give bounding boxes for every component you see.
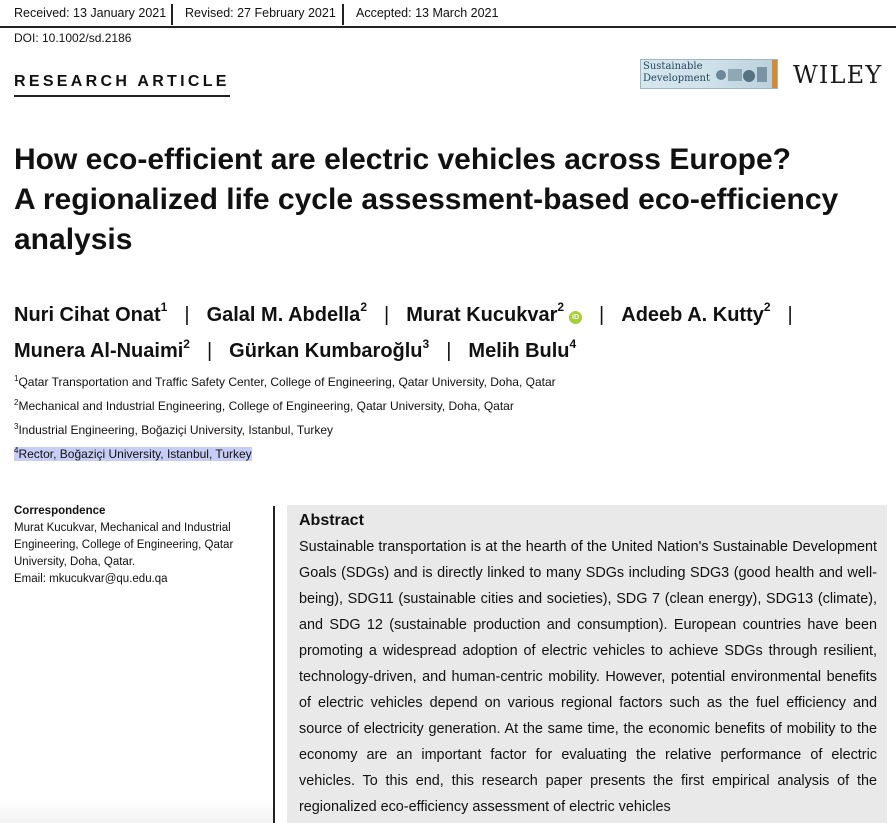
affiliation-highlighted: $^4$Rector, Boğaziçi University, Istanbul, Turkey [14,446,252,461]
publisher-logo[interactable]: WILEY [793,61,883,89]
author-name[interactable]: Nuri Cihat Onat$^1$ [14,300,168,326]
page-fade [0,800,273,823]
revised-date: Revised: 27 February 2021 [185,6,336,20]
abstract-text: Sustainable transportation is at the hearth of the United Nation's Sustainable Development Goals (SDGs) and is directly linked to many SDGs including SDG3 (good health and well-being), SDG11 (sustainable cities and societies), SDG 7 (clean energy), SDG13 (climate), and SDG 12 (sustainable production and consumption). European countries have been promoting a widespread adoption of electric vehicles to achieve SDGs through resilient, technology-driven, and human-centric mobility. However, potential environmental benefits of electric vehicles depend on various regional factors such as the fuel efficiency and source of electricity generation. At the same time, the economic benefits of mobility to the economy are an important factor for evaluating the relative performance of electric vehicles. To this end, this research paper presents the first empirical analysis of the regionalized eco-efficiency assessment of electric vehicles [299,539,877,815]
affiliation: $^1$Qatar Transportation and Traffic Safety Center, College of Engineering, Qatar University, Doha, Qatar [14,374,556,389]
author-name[interactable]: Galal M. Abdella$^2$ [206,300,367,326]
author-name[interactable]: Adeeb A. Kutty$^2$ [621,300,771,326]
journal-cover-art-icon [713,63,769,85]
affiliation: $^3$Industrial Engineering, Boğaziçi University, Istanbul, Turkey [14,422,334,437]
correspondence-line: Engineering, College of Engineering, Qatar [14,539,234,551]
orcid-icon[interactable]: iD [569,311,582,324]
author-separator: | [206,340,213,363]
author-line [14,331,894,368]
article-type: RESEARCH ARTICLE [14,73,230,97]
date-divider [171,4,173,25]
correspondence [14,503,254,588]
abstract-heading: Abstract [299,512,364,529]
author-name[interactable]: Munera Al-Nuaimi$^2$ [14,336,190,363]
title-line: A regionalized life cycle assessment-based eco-efficiency [14,183,839,216]
journal-logo-accent [772,60,777,88]
correspondence-line: Murat Kucukvar, Mechanical and Industrial [14,522,231,534]
author-separator: | [787,303,793,326]
title-line: How eco-efficient are electric vehicles across Europe? [14,143,791,176]
correspondence-heading: Correspondence [14,505,106,517]
correspondence-email[interactable]: Email: mkucukvar@qu.edu.qa [14,573,168,585]
journal-name [643,61,710,85]
journal-name-line2: Development [643,73,710,84]
received-date: Received: 13 January 2021 [14,6,167,20]
author-separator: | [446,340,452,363]
affiliations [14,370,556,466]
correspondence-line: University, Doha, Qatar. [14,556,136,568]
journal-name-line1: Sustainable [643,61,703,72]
author-separator: | [599,303,605,326]
doi[interactable]: DOI: 10.1002/sd.2186 [14,31,132,45]
author-separator: | [384,303,390,326]
author-name[interactable]: Melih Bulu$^4$ [468,336,577,363]
author-name[interactable]: Murat Kucukvar$^2$ [406,300,565,326]
date-divider [342,4,344,25]
author-line [14,294,894,331]
author-separator: | [184,303,190,326]
title-line: analysis [14,223,133,256]
article-title [14,140,884,260]
author-name[interactable]: Gürkan Kumbaroğlu$^3$ [229,336,430,363]
header-dates [0,0,896,28]
accepted-date: Accepted: 13 March 2021 [356,6,499,20]
abstract-box [287,505,887,823]
affiliation: $^2$Mechanical and Industrial Engineering, College of Engineering, Qatar University, Doha, Qatar [14,398,514,413]
author-list [14,294,894,367]
column-divider [273,506,275,823]
journal-logo[interactable] [640,59,778,89]
